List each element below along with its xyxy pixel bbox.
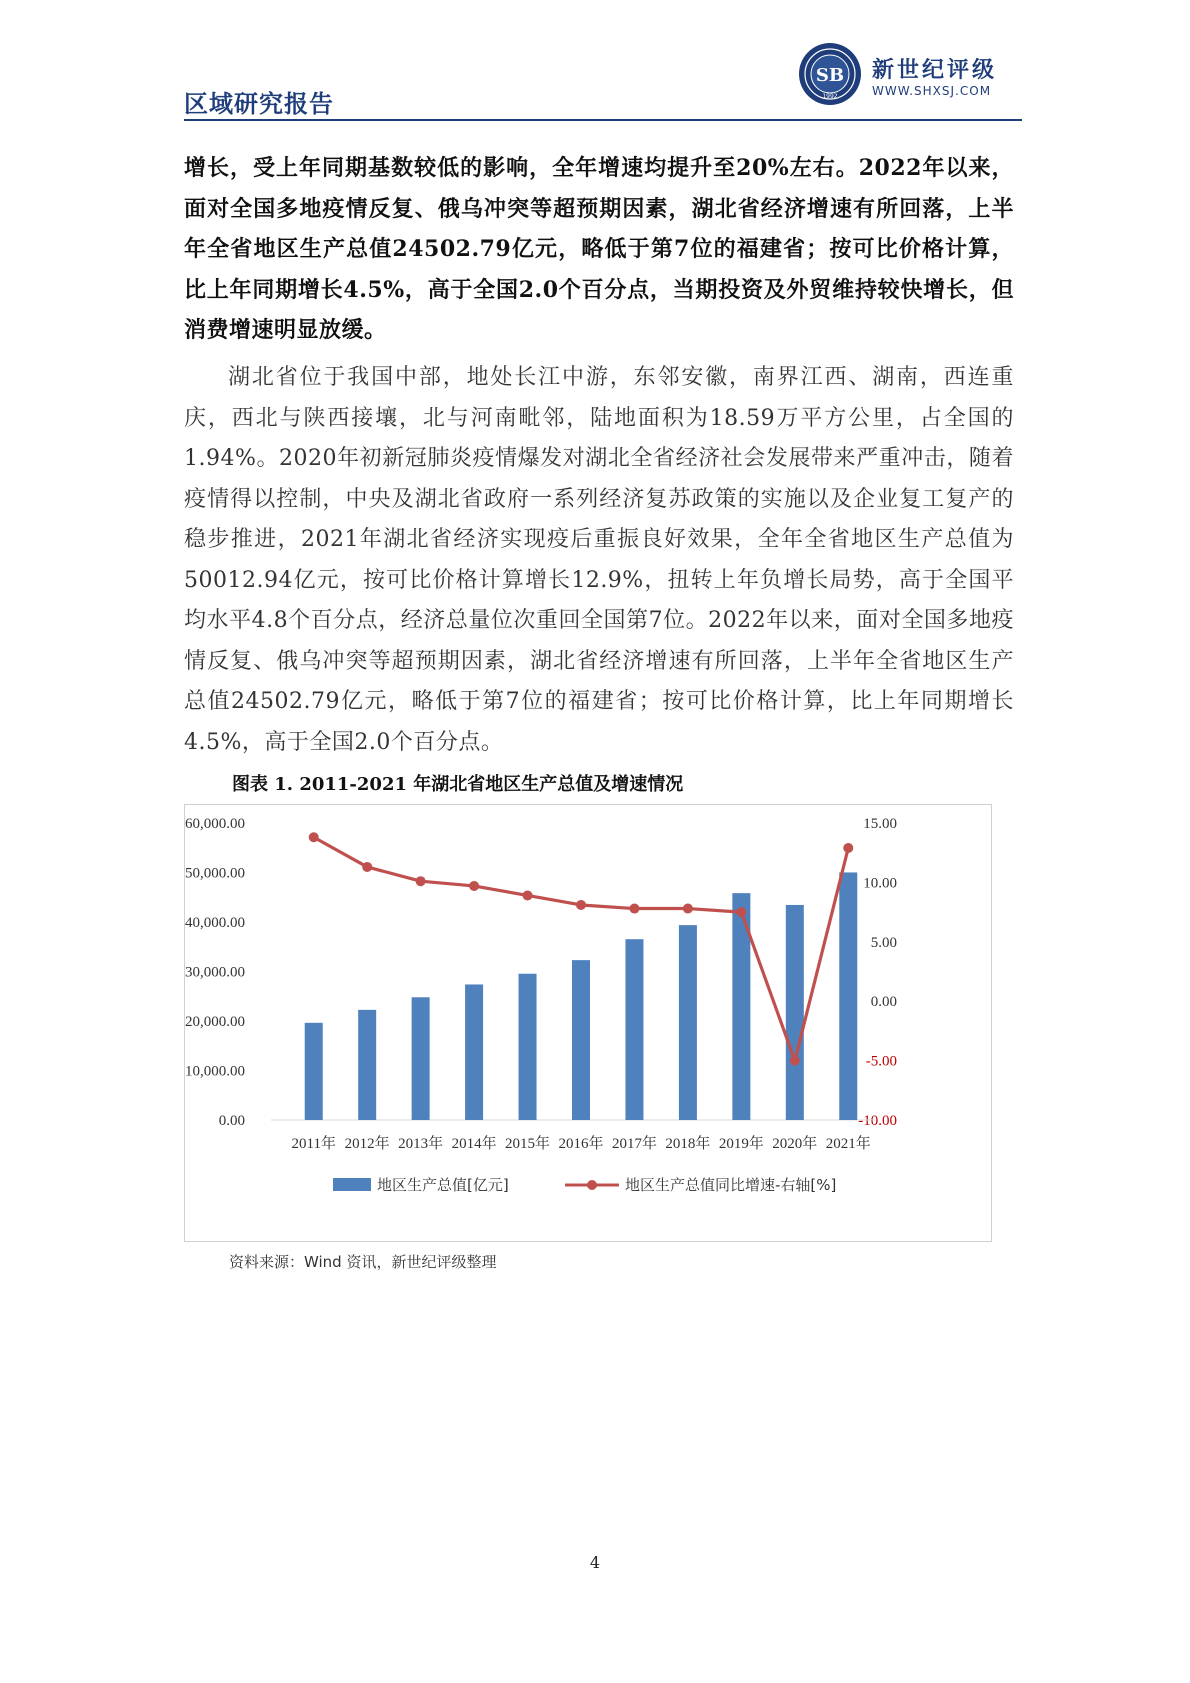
legend-line-marker — [587, 1180, 597, 1190]
x-axis-category-label: 2011年 — [291, 1136, 336, 1152]
left-axis-tick-label: 30,000.00 — [185, 964, 245, 981]
x-axis-category-label: 2018年 — [665, 1136, 711, 1152]
page-number: 4 — [589, 1553, 601, 1572]
growth-rate-point — [790, 1056, 800, 1066]
left-axis-tick-label: 50,000.00 — [185, 865, 245, 882]
figure-caption: 图表 1. 2011-2021 年湖北省地区生产总值及增速情况 — [232, 774, 684, 795]
company-name: 新世纪评级 — [872, 58, 998, 83]
x-axis-category-label: 2017年 — [611, 1136, 657, 1152]
gdp-bar — [839, 872, 857, 1120]
growth-rate-point — [416, 876, 426, 886]
gdp-bar — [465, 984, 483, 1120]
growth-rate-point — [736, 907, 746, 917]
left-axis-tick-label: 20,000.00 — [185, 1014, 245, 1030]
left-axis-tick-label: 60,000.00 — [185, 816, 245, 832]
growth-rate-point — [523, 890, 533, 900]
gdp-chart-container — [184, 804, 992, 1242]
gdp-bar — [412, 997, 430, 1120]
right-axis-tick-label: 5.00 — [870, 934, 897, 951]
gdp-bar — [625, 939, 643, 1120]
gdp-bar — [305, 1023, 323, 1120]
x-axis-category-label: 2012年 — [344, 1136, 390, 1152]
growth-rate-point — [362, 862, 372, 872]
growth-rate-point — [309, 832, 319, 842]
gdp-bar — [572, 960, 590, 1120]
right-axis-tick-label: 0.00 — [870, 994, 897, 1011]
right-axis-tick-label: 10.00 — [863, 875, 897, 892]
growth-rate-point — [843, 843, 853, 853]
x-axis-category-label: 2019年 — [718, 1136, 764, 1152]
growth-rate-point — [469, 881, 479, 891]
growth-rate-point — [629, 904, 639, 914]
right-axis-tick-label: -10.00 — [858, 1113, 897, 1129]
left-axis-tick-label: 10,000.00 — [185, 1063, 245, 1080]
growth-rate-point — [576, 900, 586, 910]
bold-summary-paragraph: 增长，受上年同期基数较低的影响，全年增速均提升至20%左右。2022年以来，面对全国多地疫情反复、俄乌冲突等超预期因素，湖北省经济增速有所回落，上半年全省地区生产总值24502.79亿元，略低于第7位的福建省；按可比价格计算，比上年同期增长4.5%，高于全国2.0个百分点，当期投资及外贸维持较快增长，但消费增速明显放缓。 — [184, 155, 1014, 343]
legend-line-label: 地区生产总值同比增速-右轴[%] — [625, 1176, 837, 1194]
x-axis-category-label: 2016年 — [558, 1136, 604, 1152]
left-axis-tick-label: 40,000.00 — [185, 915, 245, 931]
right-axis-tick-label: 15.00 — [863, 816, 897, 832]
logo-year-text: 1992 — [822, 93, 838, 100]
x-axis-category-label: 2015年 — [505, 1136, 551, 1152]
gdp-bar — [679, 925, 697, 1120]
company-url: WWW.SHXSJ.COM — [872, 84, 992, 98]
left-axis-tick-label: 0.00 — [218, 1113, 245, 1129]
x-axis-category-label: 2013年 — [398, 1136, 444, 1152]
gdp-combo-chart — [185, 805, 991, 1241]
x-axis-category-label: 2020年 — [772, 1136, 818, 1152]
gdp-bar — [519, 974, 537, 1120]
x-axis-category-label: 2021年 — [825, 1136, 871, 1152]
report-category-title: 区域研究报告 — [184, 90, 334, 118]
company-logo-icon — [798, 42, 862, 106]
body-paragraph: 湖北省位于我国中部，地处长江中游，东邻安徽，南界江西、湖南，西连重庆，西北与陕西接壤，北与河南毗邻，陆地面积为18.59万平方公里，占全国的1.94%。2020年初新冠肺炎疫情爆发对湖北全省经济社会发展带来严重冲击，随着疫情得以控制，中央及湖北省政府一系列经济复苏政策的实施以及企业复工复产的稳步推进，2021年湖北省经济实现疫后重振良好效果，全年全省地区生产总值为50012.94亿元，按可比价格计算增长12.9%，扭转上年负增长局势，高于全国平均水平4.8个百分点，经济总量位次重回全国第7位。2022年以来，面对全国多地疫情反复、俄乌冲突等超预期因素，湖北省经济增速有所回落，上半年全省地区生产总值24502.79亿元，略低于第7位的福建省；按可比价格计算，比上年同期增长4.5%，高于全国2.0个百分点。 — [184, 365, 1014, 755]
x-axis-category-label: 2014年 — [451, 1136, 497, 1152]
gdp-bar — [358, 1010, 376, 1120]
right-axis-tick-label: -5.00 — [865, 1053, 897, 1070]
gdp-bar — [786, 905, 804, 1120]
figure-source-note: 资料来源：Wind 资讯，新世纪评级整理 — [229, 1253, 497, 1271]
logo-mark-text: SB — [815, 65, 845, 86]
header-divider — [184, 119, 1022, 121]
legend-bar-swatch — [333, 1178, 371, 1191]
growth-rate-point — [683, 904, 693, 914]
legend-bar-label: 地区生产总值[亿元] — [377, 1176, 509, 1194]
